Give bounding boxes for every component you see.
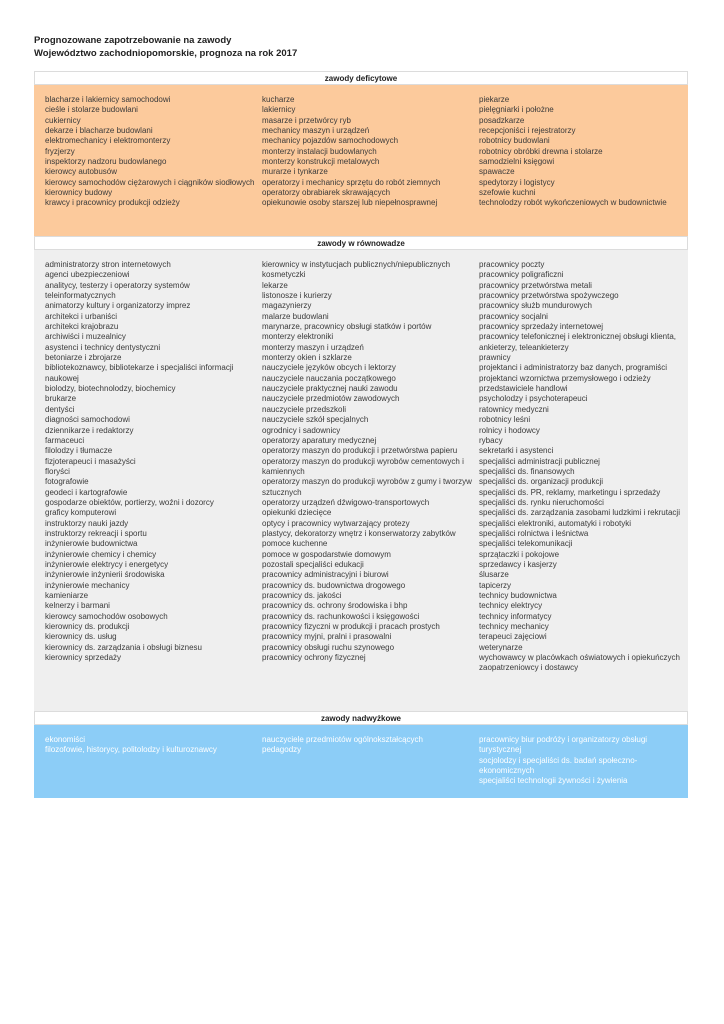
- occupation-item: plastycy, dekoratorzy wnętrz i konserwatorzy zabytków: [262, 528, 456, 538]
- occupation-item: filozofowie, historycy, politolodzy i kulturoznawcy: [45, 745, 217, 755]
- occupation-item: kierownicy budowy: [45, 188, 113, 198]
- occupation-item: specjaliści rolnictwa i leśnictwa: [479, 528, 589, 538]
- occupation-item: listonosze i kurierzy: [262, 291, 332, 301]
- occupation-item: pracownicy socjalni: [479, 311, 548, 321]
- occupation-item: diagności samochodowi: [45, 415, 130, 425]
- occupation-item: elektromechanicy i elektromonterzy: [45, 136, 171, 146]
- deficit-section: [34, 85, 688, 236]
- occupation-item: pracownicy obsługi ruchu szynowego: [262, 642, 395, 652]
- occupation-item: mechanicy pojazdów samochodowych: [262, 136, 399, 146]
- occupation-item: spawacze: [479, 167, 515, 177]
- occupation-item: operatorzy urządzeń dźwigowo-transportowych: [262, 497, 430, 507]
- occupation-item: specjaliści telekomunikacji: [479, 539, 573, 549]
- occupation-item: pedagodzy: [262, 745, 302, 755]
- occupation-item: farmaceuci: [45, 435, 85, 445]
- occupation-item: bibliotekoznawcy, bibliotekarze i specjaliści informacji naukowej: [45, 363, 234, 383]
- occupation-item: kierownicy sprzedaży: [45, 653, 122, 663]
- occupation-item: cukiernicy: [45, 115, 81, 125]
- occupation-item: operatorzy aparatury medycznej: [262, 435, 377, 445]
- occupation-item: specjaliści ds. finansowych: [479, 466, 575, 476]
- occupation-item: pracownicy myjni, pralni i prasowalni: [262, 632, 392, 642]
- occupation-item: inżynierowie budownictwa: [45, 539, 138, 549]
- occupation-item: lakiernicy: [262, 105, 296, 115]
- occupation-item: robotnicy obróbki drewna i stolarze: [479, 146, 603, 156]
- occupation-item: opiekunki dziecięce: [262, 508, 332, 518]
- occupation-item: magazynierzy: [262, 301, 312, 311]
- occupation-item: terapeuci zajęciowi: [479, 632, 547, 642]
- occupation-item: ogrodnicy i sadownicy: [262, 425, 341, 435]
- occupation-item: pracownicy administracyjni i biurowi: [262, 570, 389, 580]
- occupation-item: dziennikarze i redaktorzy: [45, 425, 134, 435]
- balance-section: [34, 250, 688, 711]
- occupation-item: kamieniarze: [45, 591, 89, 600]
- occupation-item: specjaliści ds. zarządzania zasobami ludzkimi i rekrutacji: [479, 508, 680, 518]
- occupation-item: geodeci i kartografowie: [45, 487, 128, 497]
- occupation-item: nauczyciele języków obcych i lektorzy: [262, 363, 396, 373]
- surplus-header: zawody nadwyżkowe: [34, 711, 688, 725]
- occupation-item: pracownicy sprzedaży internetowej: [479, 322, 604, 332]
- occupation-item: fizjoterapeuci i masażyści: [45, 456, 136, 466]
- occupation-item: administratorzy stron internetowych: [45, 260, 171, 269]
- occupation-item: agenci ubezpieczeniowi: [45, 270, 130, 280]
- occupation-item: instruktorzy nauki jazdy: [45, 518, 129, 528]
- occupation-item: technicy budownictwa: [479, 591, 557, 600]
- occupations-table: [34, 71, 688, 798]
- occupation-item: pracownicy przetwórstwa spożywczego: [479, 291, 619, 301]
- occupation-item: recepcjoniści i rejestratorzy: [479, 126, 576, 136]
- occupation-item: architekci i urbaniści: [45, 311, 118, 321]
- occupation-item: dentyści: [45, 404, 75, 414]
- balance-header: zawody w równowadze: [34, 236, 688, 250]
- occupation-item: kelnerzy i barmani: [45, 601, 110, 611]
- occupation-item: pracownicy ds. jakości: [262, 591, 342, 600]
- occupation-item: pracownicy biur podróży i organizatorzy obsługi turystycznej: [479, 735, 648, 755]
- occupation-item: technicy mechanicy: [479, 622, 549, 632]
- occupation-item: socjolodzy i specjaliści ds. badań społeczno-ekonomicznych: [479, 755, 638, 776]
- occupation-item: kierownicy ds. usług: [45, 632, 117, 642]
- occupation-item: nauczyciele szkół specjalnych: [262, 415, 369, 425]
- occupation-item: gospodarze obiektów, portierzy, woźni i dozorcy: [45, 497, 214, 507]
- occupation-item: operatorzy maszyn do produkcji wyrobów cementowych i kamiennych: [262, 456, 464, 476]
- occupation-item: pracownicy poligraficzni: [479, 270, 564, 280]
- occupation-item: monterzy okien i szklarze: [262, 353, 352, 363]
- occupation-item: inżynierowie elektrycy i energetycy: [45, 559, 169, 569]
- occupation-item: technicy elektrycy: [479, 601, 543, 611]
- occupation-item: prawnicy: [479, 353, 511, 363]
- occupation-item: ślusarze: [479, 570, 509, 580]
- surplus-column-2: [262, 735, 479, 794]
- occupation-item: projektanci wzornictwa przemysłowego i odzieży: [479, 373, 651, 383]
- deficit-column-3: [479, 95, 688, 232]
- occupation-item: pozostali specjaliści edukacji: [262, 559, 364, 569]
- occupation-item: krawcy i pracownicy produkcji odzieży: [45, 198, 180, 208]
- occupation-item: lekarze: [262, 280, 288, 290]
- occupation-item: pracownicy przetwórstwa metali: [479, 280, 592, 290]
- surplus-column-3: [479, 735, 688, 794]
- occupation-item: psycholodzy i psychoterapeuci: [479, 394, 588, 404]
- occupation-item: technolodzy robót wykończeniowych w budownictwie: [479, 198, 667, 208]
- page-title: [34, 34, 297, 60]
- occupation-item: pracownicy służb mundurowych: [479, 301, 592, 311]
- occupation-item: kierownicy ds. produkcji: [45, 622, 130, 632]
- deficit-column-2: [262, 95, 479, 232]
- surplus-column-1: [45, 735, 262, 794]
- occupation-item: inspektorzy nadzoru budowlanego: [45, 157, 167, 167]
- occupation-item: pracownicy poczty: [479, 260, 545, 269]
- occupation-item: marynarze, pracownicy obsługi statków i portów: [262, 322, 432, 332]
- occupation-item: wychowawcy w placówkach oświatowych i opiekuńczych: [479, 653, 680, 663]
- occupation-item: kosmetyczki: [262, 270, 306, 280]
- title-line-1: Prognozowane zapotrzebowanie na zawody: [34, 35, 232, 46]
- occupation-item: floryści: [45, 466, 70, 476]
- deficit-column-1: [45, 95, 262, 232]
- occupation-item: instruktorzy rekreacji i sportu: [45, 528, 147, 538]
- occupation-item: opiekunowie osoby starszej lub niepełnosprawnej: [262, 198, 438, 208]
- occupation-item: kierowcy samochodów ciężarowych i ciągników siodłowych: [45, 177, 255, 187]
- occupation-item: piekarze: [479, 95, 510, 104]
- occupation-item: pomoce kuchenne: [262, 539, 328, 549]
- occupation-item: specjaliści elektroniki, automatyki i robotyki: [479, 518, 632, 528]
- occupation-item: zaopatrzeniowcy i dostawcy: [479, 663, 579, 673]
- occupation-item: malarze budowlani: [262, 311, 329, 321]
- occupation-item: pomoce w gospodarstwie domowym: [262, 549, 391, 559]
- occupation-item: operatorzy obrabiarek skrawających: [262, 188, 391, 198]
- occupation-item: inżynierowie inżynierii środowiska: [45, 570, 165, 580]
- occupation-item: graficy komputerowi: [45, 508, 117, 518]
- balance-column-3: [479, 260, 688, 707]
- occupation-item: nauczyciele przedszkoli: [262, 404, 347, 414]
- balance-column-1: [45, 260, 262, 707]
- occupation-item: monterzy elektroniki: [262, 332, 334, 342]
- occupation-item: rybacy: [479, 435, 503, 445]
- occupation-item: operatorzy i mechanicy sprzętu do robót ziemnych: [262, 177, 441, 187]
- occupation-item: weterynarze: [479, 642, 523, 652]
- occupation-item: asystenci i technicy dentystyczni: [45, 342, 161, 352]
- occupation-item: ekonomiści: [45, 735, 86, 744]
- occupation-item: murarze i tynkarze: [262, 167, 328, 177]
- occupation-item: kucharze: [262, 95, 295, 104]
- occupation-item: fotografowie: [45, 477, 89, 487]
- occupation-item: specjaliści administracji publicznej: [479, 456, 600, 466]
- occupation-item: operatorzy maszyn do produkcji i przetwórstwa papieru: [262, 446, 458, 456]
- occupation-item: brukarze: [45, 394, 77, 404]
- occupation-item: nauczyciele nauczania początkowego: [262, 373, 396, 383]
- occupation-item: kierowcy samochodów osobowych: [45, 611, 168, 621]
- occupation-item: operatorzy maszyn do produkcji wyrobów z gumy i tworzyw sztucznych: [262, 477, 472, 497]
- occupation-item: kierownicy w instytucjach publicznych/niepublicznych: [262, 260, 451, 269]
- occupation-item: pracownicy telefonicznej i elektronicznej obsługi klienta, ankieterzy, teleankieterzy: [479, 332, 676, 352]
- occupation-item: specjaliści technologii żywności i żywienia: [479, 776, 628, 786]
- occupation-item: filolodzy i tłumacze: [45, 446, 113, 456]
- occupation-item: fryzjerzy: [45, 146, 75, 156]
- occupation-item: betoniarze i zbrojarze: [45, 353, 122, 363]
- occupation-item: przedstawiciele handlowi: [479, 384, 568, 394]
- occupation-item: nauczyciele praktycznej nauki zawodu: [262, 384, 398, 394]
- occupation-item: sekretarki i asystenci: [479, 446, 554, 456]
- occupation-item: pracownicy fizyczni w produkcji i pracach prostych: [262, 622, 440, 632]
- occupation-item: mechanicy maszyn i urządzeń: [262, 126, 370, 136]
- occupation-item: optycy i pracownicy wytwarzający protezy: [262, 518, 410, 528]
- occupation-item: cieśle i stolarze budowlani: [45, 105, 138, 115]
- occupation-item: sprzątaczki i pokojowe: [479, 549, 560, 559]
- occupation-item: biolodzy, biotechnolodzy, biochemicy: [45, 384, 176, 394]
- occupation-item: nauczyciele przedmiotów zawodowych: [262, 394, 400, 404]
- occupation-item: inżynierowie mechanicy: [45, 580, 130, 590]
- occupation-item: pracownicy ds. budownictwa drogowego: [262, 580, 406, 590]
- occupation-item: monterzy konstrukcji metalowych: [262, 157, 380, 167]
- occupation-item: nauczyciele przedmiotów ogólnokształcących: [262, 735, 423, 744]
- occupation-item: rolnicy i hodowcy: [479, 425, 540, 435]
- balance-column-2: [262, 260, 479, 707]
- occupation-item: specjaliści ds. rynku nieruchomości: [479, 497, 604, 507]
- surplus-section: [34, 725, 688, 798]
- occupation-item: pracownicy ochrony fizycznej: [262, 653, 366, 663]
- occupation-item: analitycy, testerzy i operatorzy systemów teleinformatycznych: [45, 280, 190, 301]
- occupation-item: kierowcy autobusów: [45, 167, 118, 177]
- occupation-item: archiwiści i muzealnicy: [45, 332, 126, 342]
- occupation-item: robotnicy budowlani: [479, 136, 550, 146]
- occupation-item: kierownicy ds. zarządzania i obsługi biznesu: [45, 642, 202, 652]
- occupation-item: monterzy maszyn i urządzeń: [262, 342, 364, 352]
- occupation-item: monterzy instalacji budowlanych: [262, 146, 377, 156]
- occupation-item: spedytorzy i logistycy: [479, 177, 555, 187]
- occupation-item: sprzedawcy i kasjerzy: [479, 559, 557, 569]
- occupation-item: masarze i przetwórcy ryb: [262, 115, 351, 125]
- occupation-item: pracownicy ds. rachunkowości i księgowości: [262, 611, 420, 621]
- occupation-item: robotnicy leśni: [479, 415, 531, 425]
- title-line-2: Województwo zachodniopomorskie, prognoza na rok 2017: [34, 48, 298, 59]
- occupation-item: animatorzy kultury i organizatorzy imprez: [45, 301, 191, 311]
- deficit-header: zawody deficytowe: [34, 71, 688, 85]
- occupation-item: tapicerzy: [479, 580, 512, 590]
- occupation-item: pielęgniarki i położne: [479, 105, 554, 115]
- occupation-item: posadzkarze: [479, 115, 525, 125]
- occupation-item: pracownicy ds. ochrony środowiska i bhp: [262, 601, 408, 611]
- occupation-item: szefowie kuchni: [479, 188, 536, 198]
- occupation-item: ratownicy medyczni: [479, 404, 549, 414]
- occupation-item: architekci krajobrazu: [45, 322, 119, 332]
- occupation-item: samodzielni księgowi: [479, 157, 555, 167]
- occupation-item: specjaliści ds. organizacji produkcji: [479, 477, 604, 487]
- occupation-item: specjaliści ds. PR, reklamy, marketingu i sprzedaży: [479, 487, 661, 497]
- occupation-item: blacharze i lakiernicy samochodowi: [45, 95, 171, 104]
- occupation-item: projektanci i administratorzy baz danych, programiści: [479, 363, 668, 373]
- occupation-item: technicy informatycy: [479, 611, 552, 621]
- occupation-item: dekarze i blacharze budowlani: [45, 126, 153, 136]
- occupation-item: inżynierowie chemicy i chemicy: [45, 549, 157, 559]
